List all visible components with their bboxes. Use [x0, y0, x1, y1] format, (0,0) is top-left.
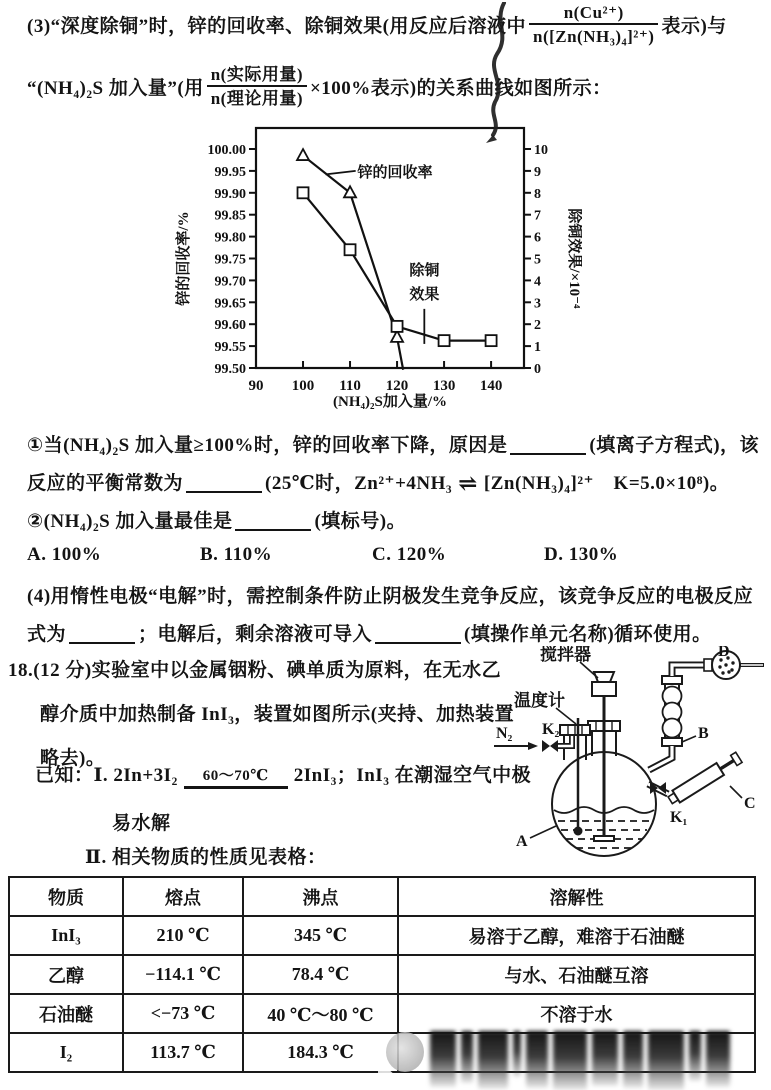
svg-text:7: 7 [534, 208, 541, 224]
svg-text:5: 5 [534, 252, 541, 268]
syringe-c-label: C [744, 795, 756, 812]
arrow-bar [184, 786, 288, 789]
q1-equation: [Zn(NH₃)₄]²⁺ K=5.0×10⁸)。 [483, 473, 730, 494]
svg-text:130: 130 [432, 378, 456, 394]
svg-text:2: 2 [534, 318, 541, 334]
option-d: D. 130% [544, 544, 619, 565]
svg-text:99.90: 99.90 [214, 186, 246, 202]
fraction-denominator: n(理论用量) [207, 85, 307, 109]
svg-text:10: 10 [534, 143, 548, 158]
svg-text:99.80: 99.80 [214, 230, 246, 246]
stopcock-k2 [550, 740, 558, 752]
cell: 345 ℃ [243, 916, 398, 955]
paragraph-3-line1 [27, 2, 727, 48]
k2-label: K₂ [542, 721, 560, 738]
q2-text: ②(NH₄)₂S 加入量最佳是 [27, 511, 233, 532]
col-boiling-point: 沸点 [243, 877, 398, 916]
cell: 与水、石油醚互溶 [398, 955, 755, 994]
known-cont-line: 易水解 [112, 813, 171, 834]
flask-a-label: A [516, 833, 528, 850]
answer-blank [235, 512, 311, 531]
answer-blank [510, 436, 586, 455]
apparatus-diagram [492, 646, 768, 874]
svg-text:除铜效果/×10⁻⁴: 除铜效果/×10⁻⁴ [566, 208, 582, 309]
cell: −114.1 ℃ [123, 955, 243, 994]
cell: 乙醇 [9, 955, 123, 994]
svg-text:99.70: 99.70 [214, 274, 246, 290]
svg-text:6: 6 [534, 230, 541, 246]
svg-text:4: 4 [534, 274, 541, 290]
equilibrium-arrow: ⇌ [458, 471, 478, 496]
svg-text:140: 140 [479, 378, 503, 394]
option-b: B. 110% [200, 544, 273, 565]
cell: 78.4 ℃ [243, 955, 398, 994]
fraction-numerator: n(实际用量) [210, 65, 303, 84]
cell: InI₃ [9, 916, 123, 955]
svg-text:110: 110 [339, 378, 361, 394]
condenser-b [663, 719, 682, 738]
question-4-line2 [27, 619, 712, 646]
ink-blot-artifact [482, 2, 518, 144]
svg-text:3: 3 [534, 296, 541, 312]
question-18-line1 [8, 655, 501, 682]
svg-text:99.85: 99.85 [214, 208, 246, 224]
watermark-blob [386, 1032, 424, 1072]
question-2-line [27, 506, 406, 533]
svg-text:99.95: 99.95 [214, 164, 246, 180]
table-row [9, 994, 755, 1033]
cell: 不溶于水 [398, 994, 755, 1033]
svg-text:锌的回收率: 锌的回收率 [357, 164, 433, 181]
fraction-denominator: n([Zn(NH₃)₄]²⁺) [529, 23, 658, 47]
blurred-text-smudge [430, 1031, 738, 1090]
svg-text:9: 9 [534, 164, 541, 180]
svg-text:90: 90 [248, 378, 264, 394]
question-1-line2 [27, 468, 729, 497]
reaction-condition: 60～70℃ [202, 767, 269, 784]
option-c: C. 120% [372, 544, 447, 565]
relationship-chart [172, 120, 582, 412]
svg-text:100.00: 100.00 [207, 143, 246, 158]
flow-arrow [528, 742, 538, 750]
svg-text:99.55: 99.55 [214, 340, 246, 356]
p3-text: ×100%表示)的关系曲线如图所示： [309, 78, 612, 100]
q1-text: (填离子方程式)，该 [589, 435, 760, 456]
q2-text: (填标号)。 [314, 511, 407, 532]
fraction-cu-over-zn [529, 2, 658, 48]
col-substance: 物质 [9, 877, 123, 916]
known-info-line [35, 760, 531, 789]
cell: 210 ℃ [123, 916, 243, 955]
svg-text:锌的回收率/%: 锌的回收率/% [176, 211, 192, 306]
table-header-row [9, 877, 755, 916]
svg-text:(NH₄)₂S加入量/%: (NH₄)₂S加入量/% [333, 394, 447, 410]
table-row [9, 916, 755, 955]
svg-text:99.75: 99.75 [214, 252, 246, 268]
q4-text: (填操作单元名称)循环使用。 [464, 624, 712, 645]
n2-label: N₂ [496, 725, 513, 742]
svg-text:120: 120 [385, 378, 409, 394]
svg-text:99.50: 99.50 [214, 362, 246, 377]
cell: I₂ [9, 1033, 123, 1072]
question-number: 18. [8, 660, 34, 681]
known-pre: 已知：Ⅰ. 2In+3I₂ [35, 765, 178, 786]
answer-blank [375, 625, 461, 644]
p3-text: (3)“深度除铜”时，锌的回收率、除铜效果(用反应后溶液中 [27, 16, 526, 38]
fraction-actual-over-theory [207, 64, 307, 110]
svg-text:8: 8 [534, 186, 541, 202]
known-post: 2InI₃；InI₃ 在潮湿空气中极 [293, 765, 532, 786]
syringe-c [667, 751, 743, 806]
answer-blank [69, 625, 135, 644]
thermometer-label: 温度计 [514, 691, 565, 710]
cell: 石油醚 [9, 994, 123, 1033]
question-1-line1 [27, 430, 759, 457]
svg-text:99.65: 99.65 [214, 296, 246, 312]
q18-text: (12 分)实验室中以金属铟粉、碘单质为原料，在无水乙 [33, 660, 502, 681]
q1-text: ①当(NH₄)₂S 加入量≥100%时，锌的回收率下降，原因是 [27, 435, 508, 456]
svg-text:效果: 效果 [409, 287, 440, 304]
col-solubility: 溶解性 [398, 877, 755, 916]
q1-text: 反应的平衡常数为 [27, 473, 184, 494]
known-ii-line: Ⅱ. 相关物质的性质见表格： [85, 847, 327, 868]
cell: <−73 ℃ [123, 994, 243, 1033]
svg-text:除铜: 除铜 [409, 262, 440, 279]
table-row [9, 955, 755, 994]
svg-text:1: 1 [534, 340, 541, 356]
cell: 184.3 ℃ [243, 1033, 398, 1072]
question-4-line1: (4)用惰性电极“电解”时，需控制条件防止阴极发生竞争反应，该竞争反应的电极反应 [27, 586, 754, 607]
p3-text: 表示)与 [661, 16, 727, 38]
cell: 易溶于乙醇，难溶于石油醚 [398, 916, 755, 955]
col-melting-point: 熔点 [123, 877, 243, 916]
answer-blank [186, 474, 262, 493]
question-18-line3: 略去)。 [40, 748, 106, 769]
svg-text:99.60: 99.60 [214, 318, 246, 334]
q4-text: ；电解后，剩余溶液可导入 [138, 624, 373, 645]
paragraph-3-line2 [27, 64, 612, 110]
reaction-arrow [184, 768, 288, 790]
p3-text: “(NH₄)₂S 加入量”(用 [27, 78, 204, 100]
question-18-line2: 醇介质中加热制备 InI₃，装置如图所示(夹持、加热装置 [40, 704, 515, 725]
q1-equation: (25℃时，Zn²⁺+4NH₃ [265, 473, 453, 494]
svg-text:100: 100 [291, 378, 315, 394]
cell: 40 ℃～80 ℃ [243, 994, 398, 1033]
stirrer-label: 搅拌器 [540, 646, 591, 664]
fraction-numerator: n(Cu²⁺) [563, 3, 624, 22]
q4-text: 式为 [27, 624, 67, 645]
drying-bulb-d-label: D [718, 646, 730, 660]
cell: 113.7 ℃ [123, 1033, 243, 1072]
k1-label: K₁ [670, 809, 688, 826]
condenser-b-label: B [698, 725, 709, 742]
svg-text:0: 0 [534, 362, 541, 377]
option-a: A. 100% [27, 544, 102, 565]
